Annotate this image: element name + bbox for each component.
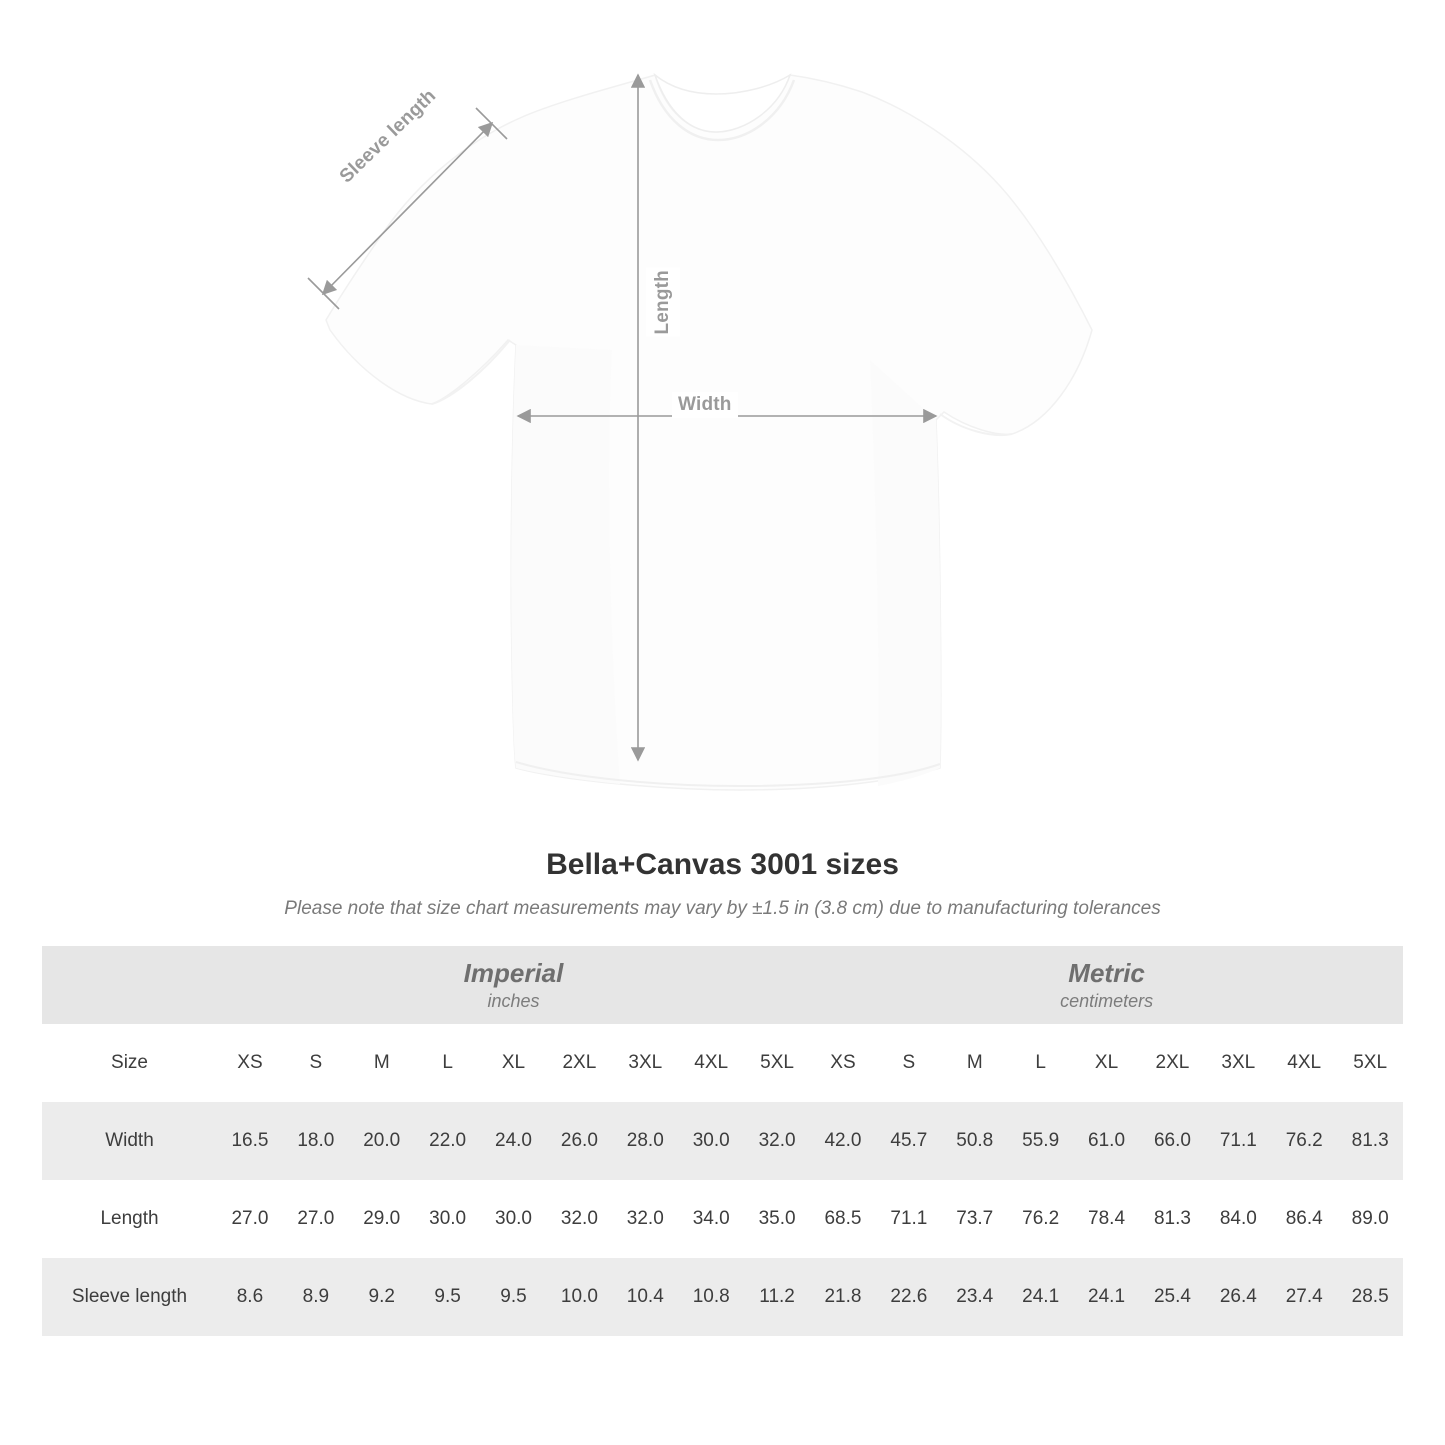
unit-header-spacer <box>42 946 217 1024</box>
col-header-imperial-5xl: 5XL <box>744 1024 810 1102</box>
cell-sleeve-metric-l: 24.1 <box>1008 1258 1074 1336</box>
cell-sleeve-metric-3xl: 26.4 <box>1205 1258 1271 1336</box>
row-label-sleeve-length: Sleeve length <box>42 1258 217 1336</box>
cell-width-metric-4xl: 76.2 <box>1271 1102 1337 1180</box>
cell-sleeve-imperial-xs: 8.6 <box>217 1258 283 1336</box>
cell-length-imperial-3xl: 32.0 <box>612 1180 678 1258</box>
cell-width-imperial-3xl: 28.0 <box>612 1102 678 1180</box>
cell-length-imperial-s: 27.0 <box>283 1180 349 1258</box>
cell-sleeve-metric-xs: 21.8 <box>810 1258 876 1336</box>
cell-width-metric-3xl: 71.1 <box>1205 1102 1271 1180</box>
cell-length-imperial-xs: 27.0 <box>217 1180 283 1258</box>
cell-length-metric-l: 76.2 <box>1008 1180 1074 1258</box>
metric-label: Metric <box>1068 958 1145 989</box>
cell-width-imperial-xs: 16.5 <box>217 1102 283 1180</box>
col-header-imperial-4xl: 4XL <box>678 1024 744 1102</box>
cell-width-imperial-s: 18.0 <box>283 1102 349 1180</box>
cell-length-imperial-4xl: 34.0 <box>678 1180 744 1258</box>
cell-width-imperial-l: 22.0 <box>415 1102 481 1180</box>
cell-width-imperial-5xl: 32.0 <box>744 1102 810 1180</box>
cell-width-metric-xs: 42.0 <box>810 1102 876 1180</box>
width-label: Width <box>672 392 738 418</box>
cell-sleeve-imperial-5xl: 11.2 <box>744 1258 810 1336</box>
cell-sleeve-metric-s: 22.6 <box>876 1258 942 1336</box>
table-row <box>42 1102 1403 1180</box>
cell-length-metric-5xl: 89.0 <box>1337 1180 1403 1258</box>
cell-sleeve-imperial-m: 9.2 <box>349 1258 415 1336</box>
metric-group-header <box>810 946 1403 1024</box>
page-title: Bella+Canvas 3001 sizes <box>546 848 899 881</box>
imperial-label: Imperial <box>463 958 564 989</box>
sleeve-length-label: Sleeve length <box>335 85 441 188</box>
cell-sleeve-metric-4xl: 27.4 <box>1271 1258 1337 1336</box>
col-header-imperial-3xl: 3XL <box>612 1024 678 1102</box>
size-table <box>42 946 1403 1336</box>
imperial-group-header <box>217 946 810 1024</box>
cell-sleeve-metric-2xl: 25.4 <box>1139 1258 1205 1336</box>
col-header-metric-l: L <box>1008 1024 1074 1102</box>
col-header-imperial-xl: XL <box>481 1024 547 1102</box>
row-header-size: Size <box>42 1024 217 1102</box>
cell-width-imperial-4xl: 30.0 <box>678 1102 744 1180</box>
imperial-unit: inches <box>487 990 540 1011</box>
cell-width-metric-xl: 61.0 <box>1074 1102 1140 1180</box>
col-header-metric-s: S <box>876 1024 942 1102</box>
row-label-width: Width <box>42 1102 217 1180</box>
table-row <box>42 1258 1403 1336</box>
col-header-metric-5xl: 5XL <box>1337 1024 1403 1102</box>
col-header-imperial-m: M <box>349 1024 415 1102</box>
col-header-metric-2xl: 2XL <box>1139 1024 1205 1102</box>
cell-length-imperial-xl: 30.0 <box>481 1180 547 1258</box>
col-header-metric-m: M <box>942 1024 1008 1102</box>
col-header-imperial-2xl: 2XL <box>546 1024 612 1102</box>
cell-sleeve-imperial-xl: 9.5 <box>481 1258 547 1336</box>
cell-sleeve-imperial-3xl: 10.4 <box>612 1258 678 1336</box>
cell-sleeve-imperial-s: 8.9 <box>283 1258 349 1336</box>
col-header-metric-xs: XS <box>810 1024 876 1102</box>
col-header-imperial-xs: XS <box>217 1024 283 1102</box>
col-header-metric-3xl: 3XL <box>1205 1024 1271 1102</box>
cell-length-metric-xs: 68.5 <box>810 1180 876 1258</box>
cell-width-metric-s: 45.7 <box>876 1102 942 1180</box>
cell-width-metric-5xl: 81.3 <box>1337 1102 1403 1180</box>
cell-sleeve-imperial-2xl: 10.0 <box>546 1258 612 1336</box>
unit-header-row <box>42 946 1403 1024</box>
size-table-wrap <box>42 946 1403 1336</box>
col-header-metric-xl: XL <box>1074 1024 1140 1102</box>
table-row <box>42 1180 1403 1258</box>
col-header-imperial-l: L <box>415 1024 481 1102</box>
cell-length-imperial-m: 29.0 <box>349 1180 415 1258</box>
cell-length-imperial-5xl: 35.0 <box>744 1180 810 1258</box>
cell-sleeve-metric-m: 23.4 <box>942 1258 1008 1336</box>
cell-width-imperial-xl: 24.0 <box>481 1102 547 1180</box>
cell-length-imperial-l: 30.0 <box>415 1180 481 1258</box>
cell-length-metric-s: 71.1 <box>876 1180 942 1258</box>
size-header-row <box>42 1024 1403 1102</box>
metric-unit: centimeters <box>1060 990 1154 1011</box>
cell-width-metric-l: 55.9 <box>1008 1102 1074 1180</box>
cell-length-imperial-2xl: 32.0 <box>546 1180 612 1258</box>
tolerance-note: Please note that size chart measurements may vary by ±1.5 in (3.8 cm) due to manufacturing tolerances <box>284 898 1161 919</box>
cell-sleeve-imperial-l: 9.5 <box>415 1258 481 1336</box>
col-header-imperial-s: S <box>283 1024 349 1102</box>
cell-width-metric-2xl: 66.0 <box>1139 1102 1205 1180</box>
cell-width-imperial-2xl: 26.0 <box>546 1102 612 1180</box>
cell-length-metric-3xl: 84.0 <box>1205 1180 1271 1258</box>
cell-length-metric-2xl: 81.3 <box>1139 1180 1205 1258</box>
cell-width-imperial-m: 20.0 <box>349 1102 415 1180</box>
row-label-length: Length <box>42 1180 217 1258</box>
cell-width-metric-m: 50.8 <box>942 1102 1008 1180</box>
title-block <box>0 848 1445 920</box>
cell-length-metric-m: 73.7 <box>942 1180 1008 1258</box>
length-label: Length <box>646 268 680 337</box>
cell-sleeve-metric-xl: 24.1 <box>1074 1258 1140 1336</box>
cell-sleeve-metric-5xl: 28.5 <box>1337 1258 1403 1336</box>
col-header-metric-4xl: 4XL <box>1271 1024 1337 1102</box>
cell-length-metric-xl: 78.4 <box>1074 1180 1140 1258</box>
cell-length-metric-4xl: 86.4 <box>1271 1180 1337 1258</box>
cell-sleeve-imperial-4xl: 10.8 <box>678 1258 744 1336</box>
